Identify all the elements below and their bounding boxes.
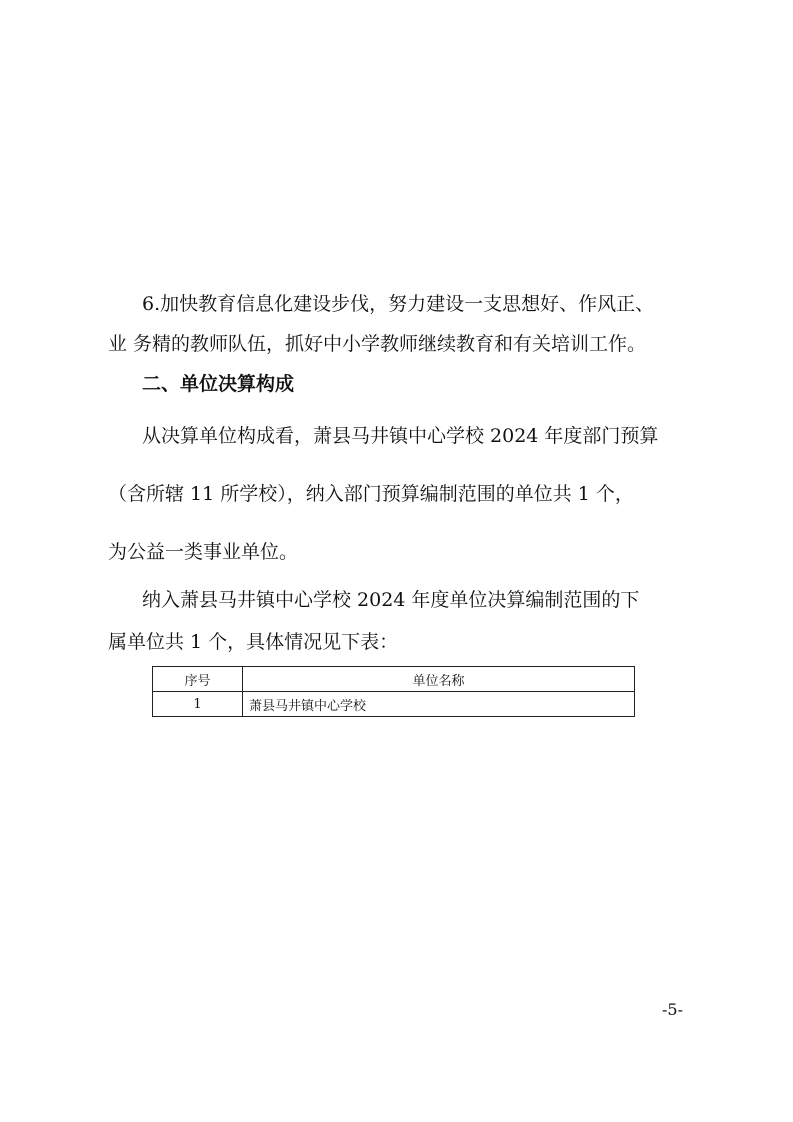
table-header-cell: 单位名称 xyxy=(243,667,635,692)
table-row xyxy=(153,692,635,717)
paragraph-line: 为公益一类事业单位。 xyxy=(108,541,299,563)
table-header-cell: 序号 xyxy=(153,667,243,692)
paragraph-line: 从决算单位构成看，萧县马井镇中心学校 2024 年度部门预算 xyxy=(142,425,659,447)
table-cell: 1 xyxy=(153,692,243,717)
unit-table xyxy=(152,666,635,717)
paragraph-line: 6.加快教育信息化建设步伐，努力建设一支思想好、作风正、 xyxy=(142,293,655,315)
paragraph-line: 业 务精的教师队伍，抓好中小学教师继续教育和有关培训工作。 xyxy=(108,333,647,355)
paragraph-line: 纳入萧县马井镇中心学校 2024 年度单位决算编制范围的下 xyxy=(142,589,640,611)
table-header-row xyxy=(153,667,635,692)
paragraph-line: 属单位共 1 个，具体情况见下表： xyxy=(108,631,399,653)
table-cell: 萧县马井镇中心学校 xyxy=(243,692,635,717)
paragraph-line: （含所辖 11 所学校），纳入部门预算编制范围的单位共 1 个， xyxy=(108,483,634,505)
page-number: -5- xyxy=(662,1000,683,1019)
section-heading: 二、单位决算构成 xyxy=(142,373,295,395)
